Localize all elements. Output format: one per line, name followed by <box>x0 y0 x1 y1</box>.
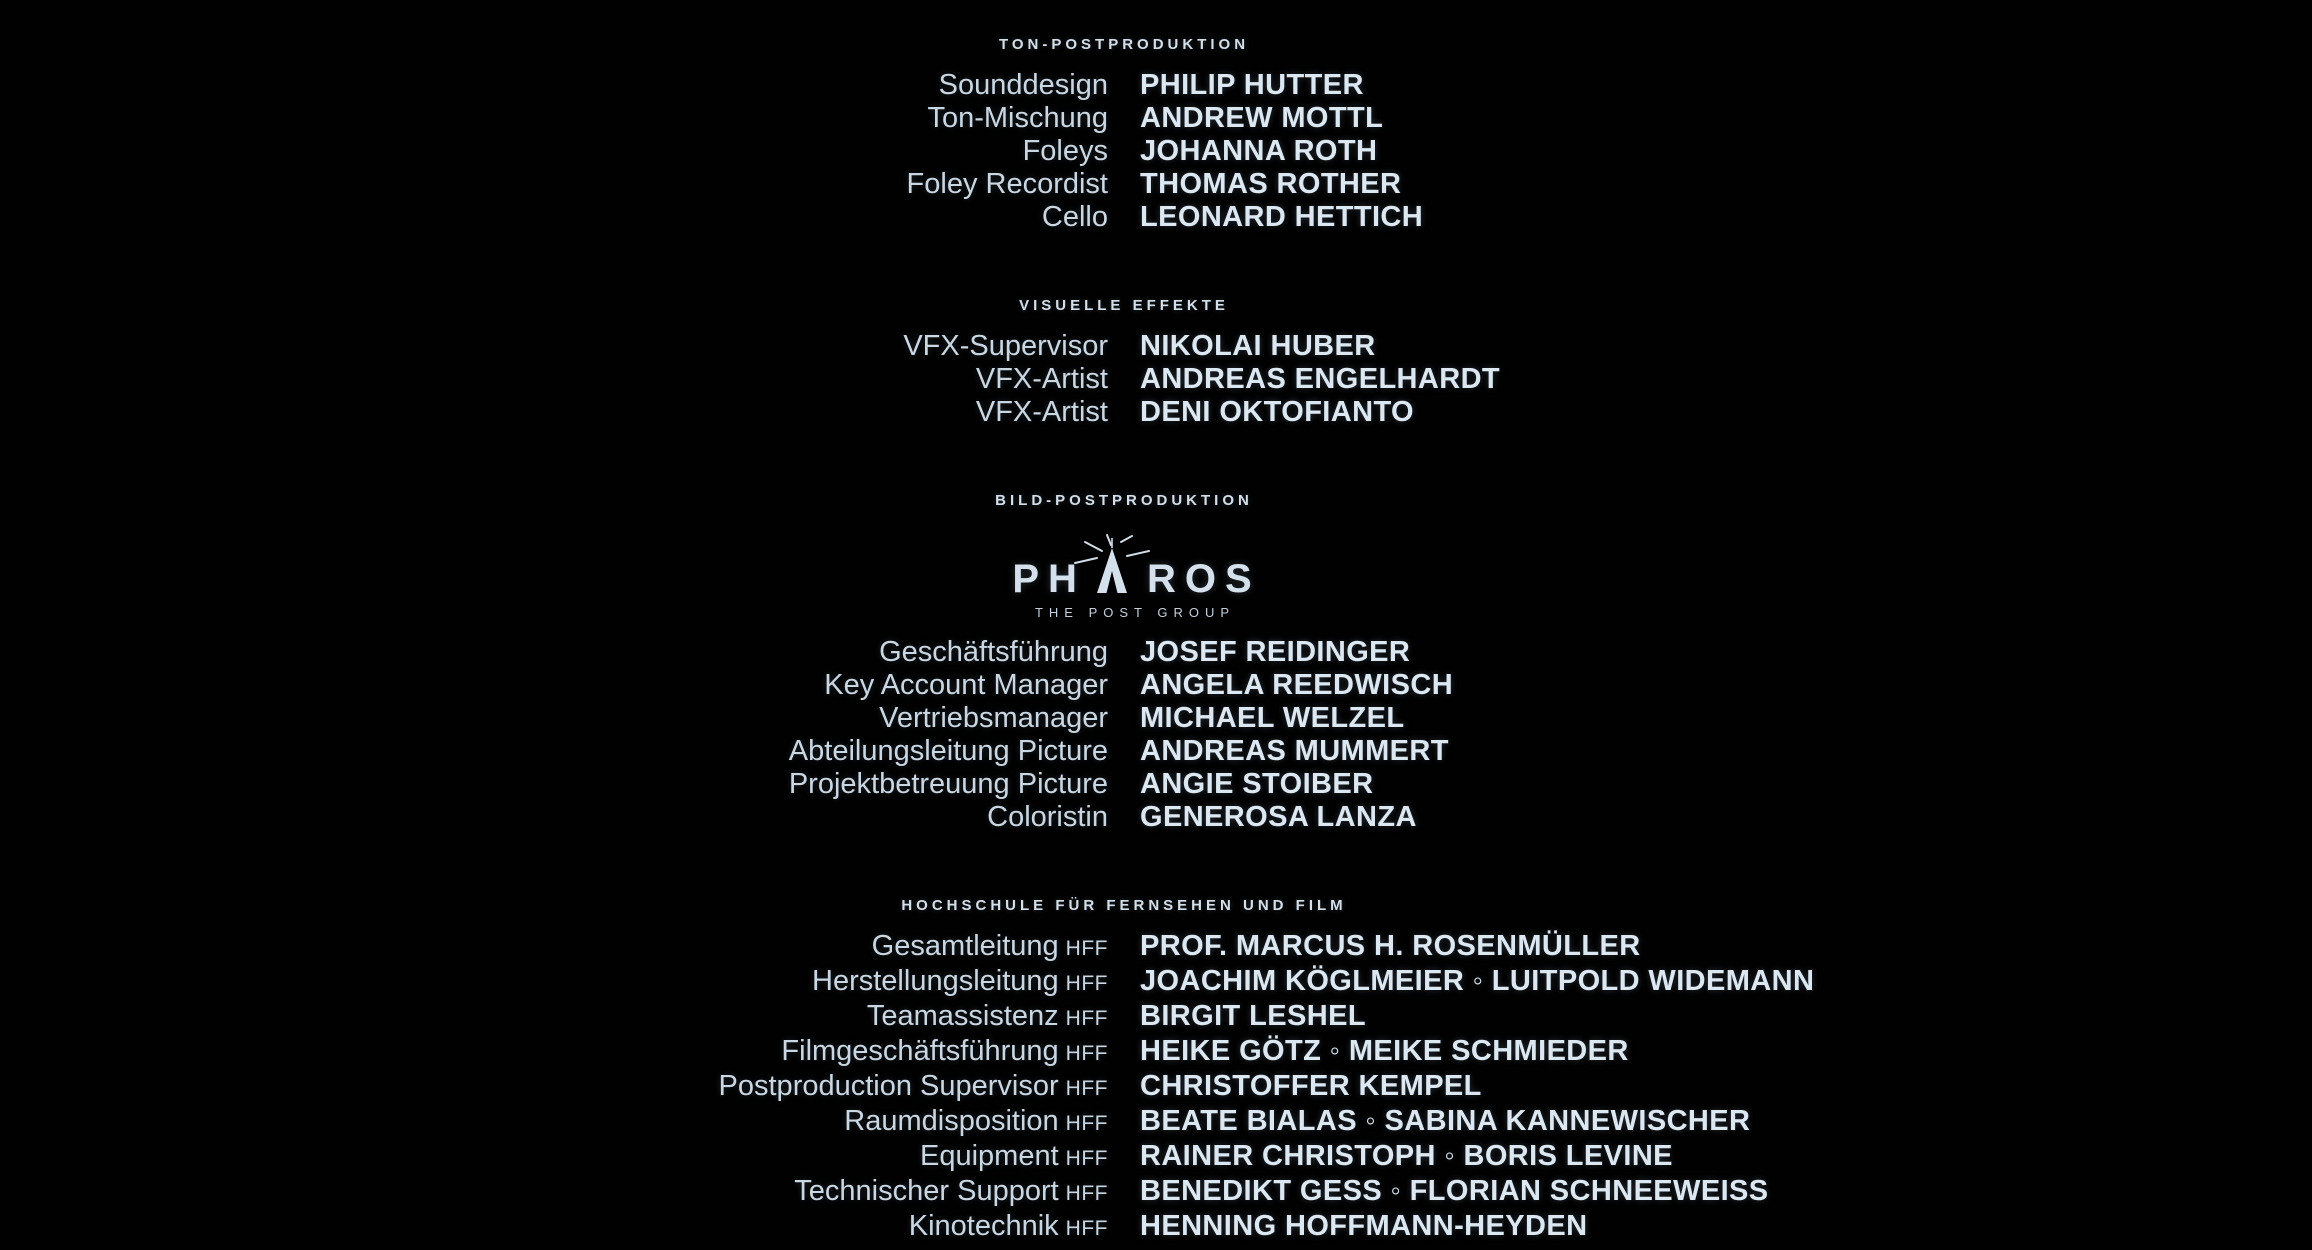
hff-tag: HFF <box>1065 972 1108 995</box>
hff-tag: HFF <box>1065 1042 1108 1065</box>
credit-row <box>0 168 2312 201</box>
credit-names: LEONARD HETTICH <box>1140 201 1424 233</box>
credit-role-text: Teamassistenz <box>866 1000 1059 1032</box>
credit-role: Key Account Manager <box>824 669 1108 701</box>
section-header: HOCHSCHULE FÜR FERNSEHEN UND FILM <box>901 897 1347 914</box>
credit-row <box>0 1210 2312 1245</box>
section-hochschule <box>0 894 2312 1245</box>
credit-role-text: Herstellungsleitung <box>812 965 1059 997</box>
credit-row <box>0 702 2312 735</box>
pharos-logo <box>0 533 2264 620</box>
credit-names: DENI OKTOFIANTO <box>1140 396 1414 428</box>
hff-tag: HFF <box>1065 1217 1108 1240</box>
section-header: TON-POSTPRODUKTION <box>998 36 1250 53</box>
credit-names: ANDREAS MUMMERT <box>1140 735 1449 767</box>
credit-row <box>0 1140 2312 1175</box>
credit-names: HENNING HOFFMANN-HEYDEN <box>1140 1210 1588 1242</box>
credit-row <box>0 930 2312 965</box>
credit-row <box>0 636 2312 669</box>
credit-row <box>0 363 2312 396</box>
credit-names: ANDREAS ENGELHARDT <box>1140 363 1501 395</box>
credit-role: VFX-Artist <box>975 396 1108 428</box>
credit-names: NIKOLAI HUBER <box>1140 330 1376 362</box>
section-visuelle-effekte <box>0 294 2312 429</box>
credit-role: VFX-Supervisor <box>903 330 1108 362</box>
credit-names: JOACHIM KÖGLMEIER ◦ LUITPOLD WIDEMANN <box>1140 965 1815 997</box>
credit-row <box>0 69 2312 102</box>
credit-role <box>0 930 1108 965</box>
hff-tag: HFF <box>1065 1007 1108 1030</box>
credit-row <box>0 768 2312 801</box>
credit-names: JOHANNA ROTH <box>1140 135 1378 167</box>
credit-role <box>0 1070 1108 1105</box>
credit-role <box>0 1105 1108 1140</box>
credit-names: JOSEF REIDINGER <box>1140 636 1411 668</box>
section-header: VISUELLE EFFEKTE <box>1019 297 1229 314</box>
hff-tag: HFF <box>1065 1112 1108 1135</box>
pharos-wordmark <box>1012 533 1261 601</box>
credit-names: ANGELA REEDWISCH <box>1140 669 1454 701</box>
credit-row <box>0 102 2312 135</box>
credit-role: Projektbetreuung Picture <box>788 768 1108 800</box>
credit-names: GENEROSA LANZA <box>1140 801 1417 833</box>
section-ton-postproduktion <box>0 33 2312 234</box>
credit-role: Sounddesign <box>938 69 1108 101</box>
credit-row <box>0 1035 2312 1070</box>
credit-role: Foley Recordist <box>906 168 1108 200</box>
section-bild-postproduktion <box>0 489 2312 834</box>
credit-role-text: Equipment <box>920 1140 1059 1172</box>
credit-names: CHRISTOFFER KEMPEL <box>1140 1070 1482 1102</box>
lighthouse-icon <box>1072 533 1152 593</box>
credit-row <box>0 965 2312 1000</box>
credit-role <box>0 1000 1108 1035</box>
credit-role-text: Gesamtleitung <box>871 930 1059 962</box>
credit-row <box>0 1175 2312 1210</box>
credit-names: PHILIP HUTTER <box>1140 69 1364 101</box>
hff-tag: HFF <box>1065 937 1108 960</box>
hff-tag: HFF <box>1065 1147 1108 1170</box>
credit-role: Geschäftsführung <box>879 636 1108 668</box>
credit-row <box>0 669 2312 702</box>
credit-names: RAINER CHRISTOPH ◦ BORIS LEVINE <box>1140 1140 1673 1172</box>
credit-role-text: Filmgeschäftsführung <box>781 1035 1059 1067</box>
credit-row <box>0 330 2312 363</box>
credit-row <box>0 1070 2312 1105</box>
credit-row <box>0 1000 2312 1035</box>
credit-role: VFX-Artist <box>975 363 1108 395</box>
pharos-wordmark-right: ROS <box>1146 557 1261 601</box>
credit-role <box>0 1140 1108 1175</box>
credit-names: MICHAEL WELZEL <box>1140 702 1405 734</box>
credit-names: BIRGIT LESHEL <box>1140 1000 1366 1032</box>
credit-role: Ton-Mischung <box>927 102 1108 134</box>
hff-tag: HFF <box>1065 1182 1108 1205</box>
credit-role <box>0 965 1108 1000</box>
credit-row <box>0 201 2312 234</box>
credit-names: THOMAS ROTHER <box>1140 168 1402 200</box>
credit-row <box>0 735 2312 768</box>
credit-role: Abteilungsleitung Picture <box>788 735 1108 767</box>
credit-names: PROF. MARCUS H. ROSENMÜLLER <box>1140 930 1641 962</box>
pharos-wordmark-left: PH <box>1012 557 1086 601</box>
credit-names: ANDREW MOTTL <box>1140 102 1384 134</box>
credit-names: ANGIE STOIBER <box>1140 768 1374 800</box>
credit-role-text: Raumdisposition <box>844 1105 1059 1137</box>
credit-role: Coloristin <box>987 801 1108 833</box>
credit-role-text: Postproduction Supervisor <box>718 1070 1059 1102</box>
credit-row <box>0 135 2312 168</box>
credit-role-text: Kinotechnik <box>908 1210 1059 1242</box>
credit-role-text: Technischer Support <box>794 1175 1059 1207</box>
credit-role <box>0 1035 1108 1070</box>
credit-row <box>0 801 2312 834</box>
credit-role: Vertriebsmanager <box>879 702 1108 734</box>
section-header: BILD-POSTPRODUKTION <box>995 492 1253 509</box>
credit-names: BENEDIKT GESS ◦ FLORIAN SCHNEEWEISS <box>1140 1175 1769 1207</box>
credit-role: Foleys <box>1022 135 1108 167</box>
credit-role <box>0 1210 1108 1245</box>
pharos-tagline: THE POST GROUP <box>1034 605 1236 620</box>
credit-names: BEATE BIALAS ◦ SABINA KANNEWISCHER <box>1140 1105 1751 1137</box>
credit-role: Cello <box>1041 201 1108 233</box>
credit-row <box>0 396 2312 429</box>
credit-names: HEIKE GÖTZ ◦ MEIKE SCHMIEDER <box>1140 1035 1629 1067</box>
hff-tag: HFF <box>1065 1077 1108 1100</box>
credit-role <box>0 1175 1108 1210</box>
credit-row <box>0 1105 2312 1140</box>
